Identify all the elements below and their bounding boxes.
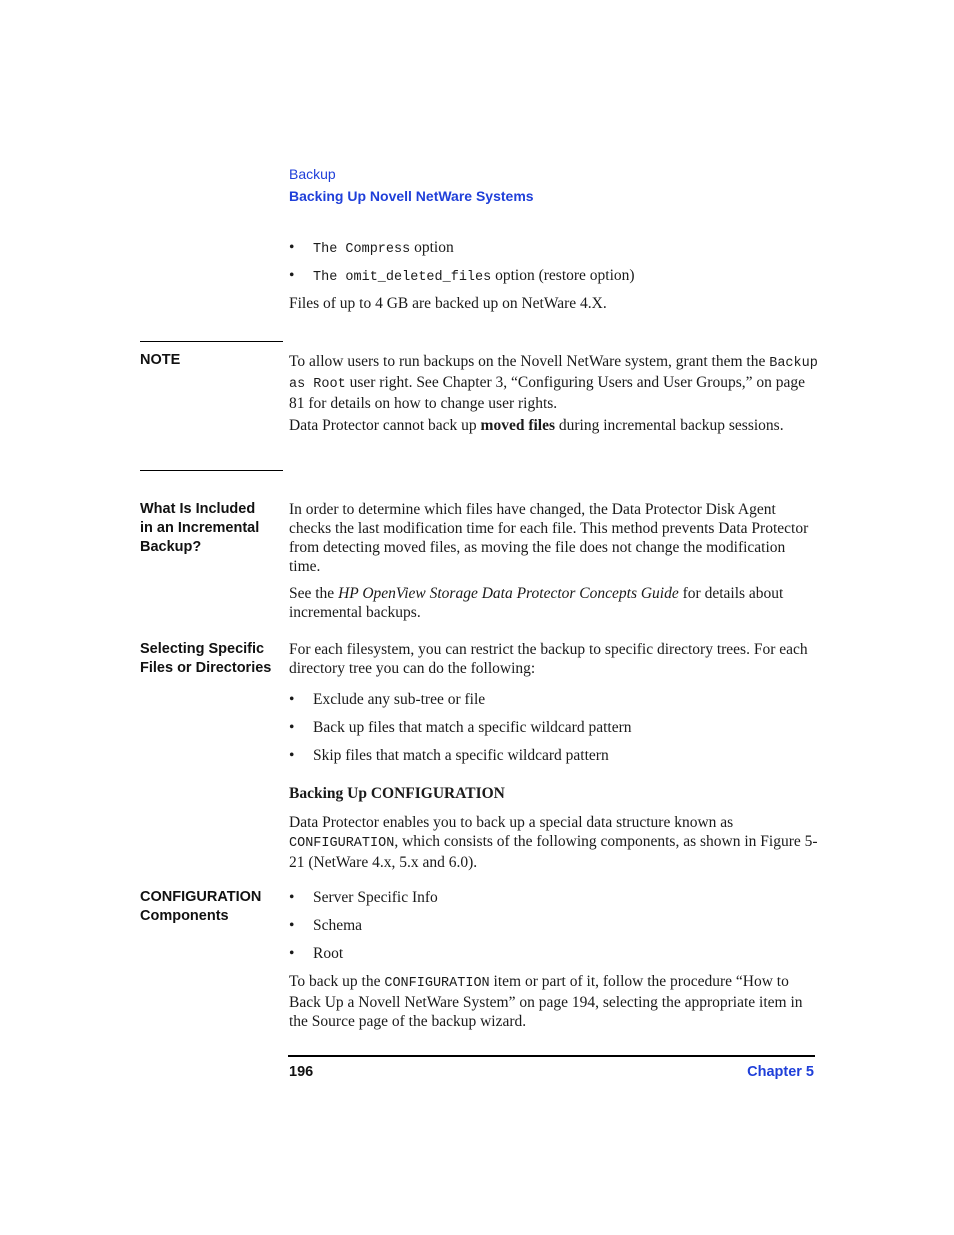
- bullet-icon: •: [289, 889, 295, 906]
- note-text: during incremental backup sessions.: [555, 417, 784, 434]
- list-item-text: Schema: [313, 917, 363, 934]
- footer-divider: [288, 1055, 815, 1057]
- heading-line: What Is Included: [140, 501, 256, 517]
- heading-line: in an Incremental: [140, 520, 260, 536]
- incremental-heading: [140, 500, 288, 557]
- note-bottom-divider: [140, 470, 283, 471]
- intro-paragraph: Files of up to 4 GB are backed up on NetWare 4.X.: [289, 295, 607, 312]
- bullet-icon: •: [289, 691, 295, 708]
- paragraph-text: To back up the: [289, 973, 385, 990]
- heading-line: Selecting Specific: [140, 641, 265, 657]
- selecting-heading: [140, 640, 290, 678]
- code-text: CONFIGURATION: [289, 836, 395, 851]
- note-text: To allow users to run backups on the Novell NetWare system, grant them the: [289, 353, 770, 370]
- italic-title: HP OpenView Storage Data Protector Concepts Guide: [338, 585, 679, 602]
- code-text: Backup as Root: [289, 356, 818, 392]
- heading-line: Files or Directories: [140, 660, 272, 676]
- list-item-text: Exclude any sub-tree or file: [313, 691, 486, 708]
- note-text: user right. See Chapter 3, “Configuring Users and User Groups,” on page 81 for details on how to change user rights.: [289, 374, 806, 412]
- list-item-text: Server Specific Info: [313, 889, 438, 906]
- note-paragraph-2: [289, 416, 819, 435]
- chapter-link[interactable]: Chapter 5: [747, 1064, 814, 1080]
- paragraph-text: for details about incremental backups.: [289, 585, 784, 621]
- list-item-text: option (restore option): [491, 267, 635, 284]
- breadcrumb-subsection: Backing Up Novell NetWare Systems: [289, 188, 534, 204]
- paragraph-text: item or part of it, follow the procedure “How to Back Up a Novell NetWare System” on page 194, selecting the appropriate item in the Source page of the backup wizard.: [289, 973, 803, 1030]
- breadcrumb-section: Backup: [289, 166, 336, 182]
- heading-line: Components: [140, 908, 229, 924]
- configuration-paragraph-1: [289, 813, 819, 872]
- configuration-paragraph-2: [289, 972, 819, 1031]
- heading-line: Backup?: [140, 539, 202, 555]
- incremental-paragraph-1: In order to determine which files have changed, the Data Protector Disk Agent checks the last modification time for each file. This method prevents Data Protector from detecting moved files, as moving the file does not change the modification time.: [289, 501, 809, 575]
- incremental-paragraph-2: [289, 584, 819, 622]
- bold-text: moved files: [480, 417, 556, 434]
- code-text: The omit_deleted_files: [313, 270, 492, 285]
- code-text: CONFIGURATION: [384, 976, 490, 991]
- list-item-text: option: [410, 239, 454, 256]
- heading-line: CONFIGURATION: [140, 889, 262, 905]
- note-text: Data Protector cannot back up: [289, 417, 481, 434]
- list-item-text: Back up files that match a specific wildcard pattern: [313, 719, 632, 736]
- note-label: NOTE: [140, 352, 181, 368]
- paragraph-text: Data Protector enables you to back up a special data structure known as: [289, 814, 734, 831]
- list-item-text: Skip files that match a specific wildcard pattern: [313, 747, 609, 764]
- bullet-icon: •: [289, 747, 295, 764]
- page-number: 196: [289, 1064, 314, 1080]
- note-paragraph-1: [289, 352, 819, 413]
- bullet-icon: •: [289, 239, 295, 256]
- code-text: The Compress: [313, 242, 411, 257]
- note-top-divider: [140, 341, 283, 342]
- bullet-icon: •: [289, 945, 295, 962]
- paragraph-text: See the: [289, 585, 339, 602]
- configuration-heading: Backing Up CONFIGURATION: [289, 785, 505, 802]
- selecting-paragraph: For each filesystem, you can restrict the backup to specific directory trees. For each directory tree you can do the following:: [289, 641, 808, 677]
- configuration-components-heading: [140, 888, 288, 926]
- bullet-icon: •: [289, 719, 295, 736]
- bullet-icon: •: [289, 267, 295, 284]
- paragraph-text: , which consists of the following components, as shown in Figure 5-21 (NetWare 4.x, 5.x and 6.0).: [289, 833, 818, 871]
- list-item-text: Root: [313, 945, 344, 962]
- bullet-icon: •: [289, 917, 295, 934]
